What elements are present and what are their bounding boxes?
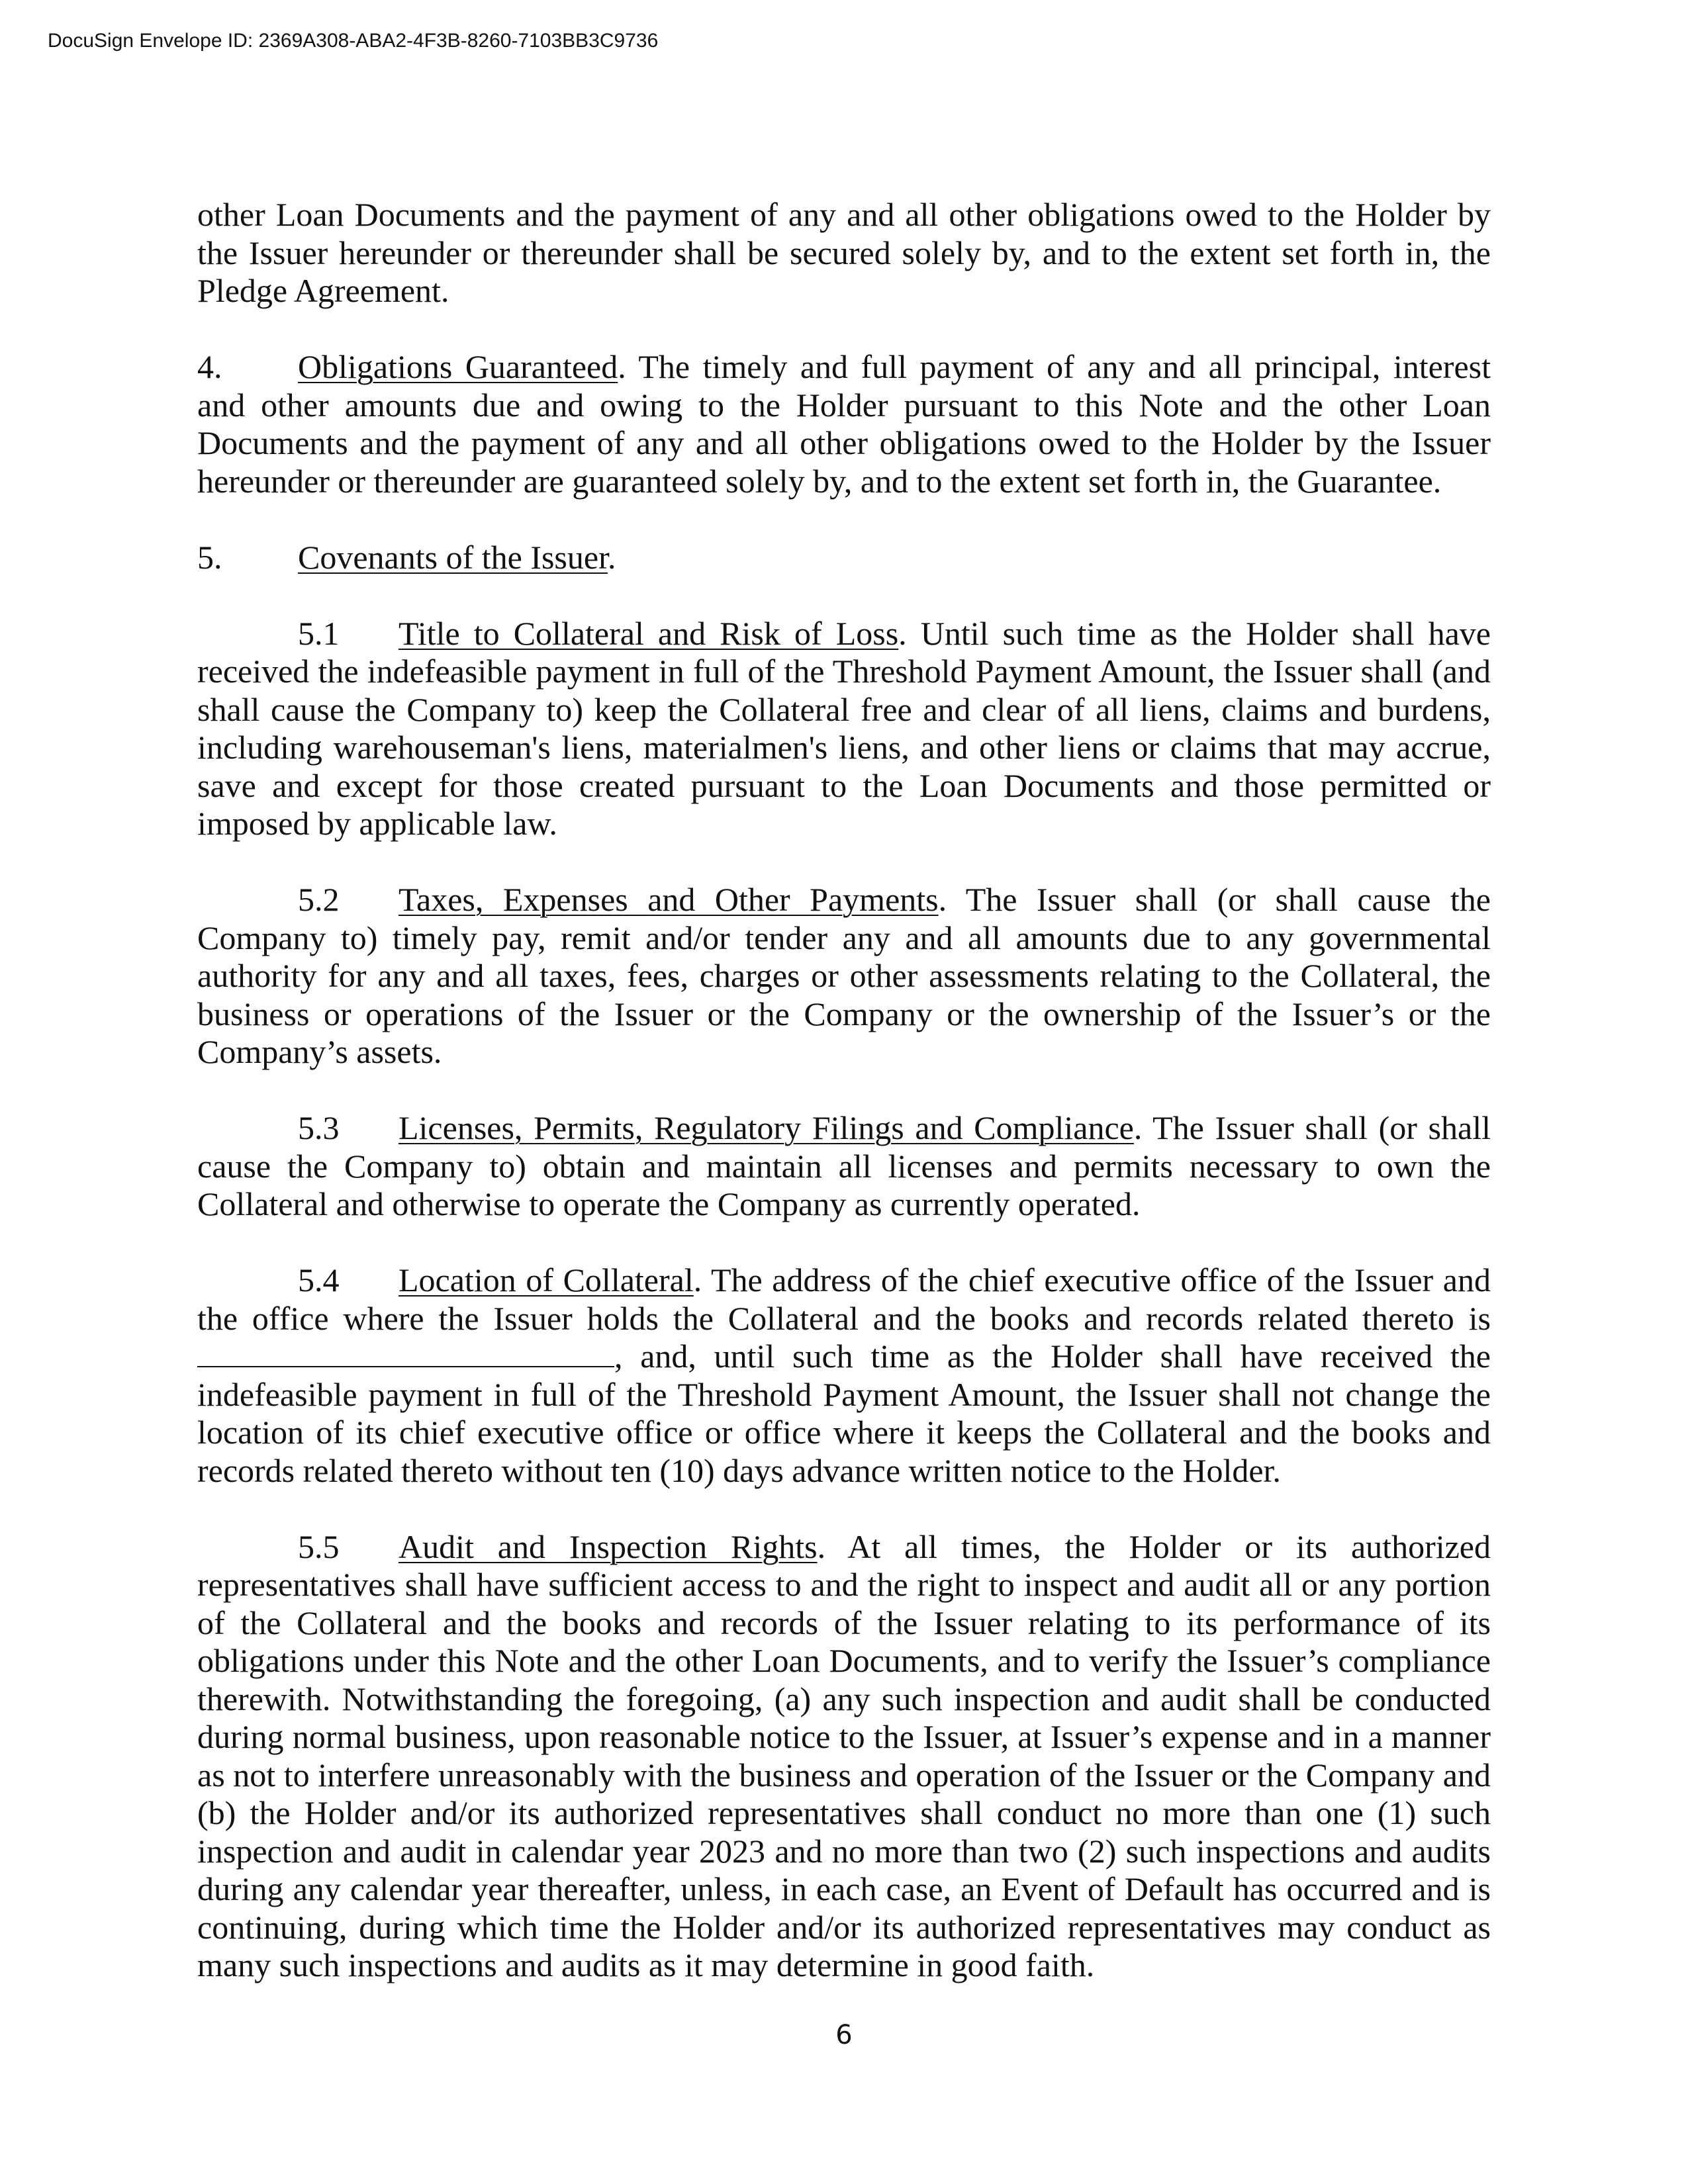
- section-5-5-number: 5.5: [298, 1527, 340, 1565]
- section-5-4-text-before-blank: . The address of the chief executive office of the Issuer and the office where the Issuer holds the Collateral and the books and records related thereto is: [197, 1261, 1491, 1337]
- section-5-heading: Covenants of the Issuer: [298, 538, 608, 576]
- section-5-2-text: . The Issuer shall (or shall cause the Company to) timely pay, remit and/or tender any and all amounts due to any governmental authority for any and all taxes, fees, charges or other assessments relating to the Collateral, the business or operations of the Issuer or the Company or the ownership of the Issuer’s or the Company’s assets.: [197, 881, 1491, 1070]
- section-4-number: 4.: [197, 348, 222, 385]
- document-body: [197, 196, 1491, 1985]
- section-5-5-paragraph: [197, 1528, 1491, 1985]
- section-4-heading: Obligations Guaranteed: [298, 348, 618, 385]
- section-5-2-number: 5.2: [298, 881, 340, 918]
- section-4-paragraph: [197, 348, 1491, 500]
- section-5-3-text: . The Issuer shall (or shall cause the Company to) obtain and maintain all licenses and permits necessary to own the Collateral and otherwise to operate the Company as currently operated.: [197, 1109, 1491, 1222]
- section-5-4-number: 5.4: [298, 1261, 340, 1298]
- address-blank-line: [197, 1340, 614, 1367]
- section-5-paragraph: [197, 539, 1491, 577]
- section-5-5-text: . At all times, the Holder or its authorized representatives shall have sufficient access to and the right to inspect and audit all or any portion of the Collateral and the books and records of the Issuer relating to its performance of its obligations under this Note and the other Loan Documents, and to verify the Issuer’s compliance therewith. Notwithstanding the foregoing, (a) any such inspection and audit shall be conducted during normal business, upon reasonable notice to the Issuer, at Issuer’s expense and in a manner as not to interfere unreasonably with the business and operation of the Issuer or the Company and (b) the Holder and/or its authorized representatives shall conduct no more than one (1) such inspection and audit in calendar year 2023 and no more than two (2) such inspections and audits during any calendar year thereafter, unless, in each case, an Event of Default has occurred and is continuing, during which time the Holder and/or its authorized representatives may conduct as many such inspections and audits as it may determine in good faith.: [197, 1527, 1491, 1983]
- section-5-2-heading: Taxes, Expenses and Other Payments: [399, 881, 939, 918]
- section-5-1-paragraph: [197, 615, 1491, 843]
- section-5-1-number: 5.1: [298, 614, 340, 652]
- section-5-4-paragraph: [197, 1261, 1491, 1490]
- intro-text: other Loan Documents and the payment of any and all other obligations owed to the Holder by the Issuer hereunder or thereunder shall be secured solely by, and to the extent set forth in, the Pledge Agreement.: [197, 196, 1491, 309]
- page-number: 6: [835, 2020, 853, 2050]
- section-5-3-heading: Licenses, Permits, Regulatory Filings and Compliance: [399, 1109, 1134, 1146]
- section-5-2-paragraph: [197, 881, 1491, 1071]
- docusign-envelope-id: DocuSign Envelope ID: 2369A308-ABA2-4F3B-8260-7103BB3C9736: [48, 30, 659, 52]
- intro-paragraph: [197, 196, 1491, 310]
- section-5-number: 5.: [197, 538, 222, 576]
- section-5-4-heading: Location of Collateral: [399, 1261, 694, 1298]
- section-5-4-text-after-blank: , and, until such time as the Holder shall have received the indefeasible payment in full of the Threshold Payment Amount, the Issuer shall not change the location of its chief executive office or office where it keeps the Collateral and the books and records related thereto without ten (10) days advance written notice to the Holder.: [197, 1338, 1491, 1489]
- section-4-text: . The timely and full payment of any and all principal, interest and other amounts due and owing to the Holder pursuant to this Note and the other Loan Documents and the payment of any and all other obligations owed to the Holder by the Issuer hereunder or thereunder are guaranteed solely by, and to the extent set forth in, the Guarantee.: [197, 348, 1491, 500]
- section-5-1-text: . Until such time as the Holder shall have received the indefeasible payment in full of the Threshold Payment Amount, the Issuer shall (and shall cause the Company to) keep the Collateral free and clear of all liens, claims and burdens, including warehouseman's liens, materialmen's liens, and other liens or claims that may accrue, save and except for those created pursuant to the Loan Documents and those permitted or imposed by applicable law.: [197, 614, 1491, 842]
- section-5-1-heading: Title to Collateral and Risk of Loss: [399, 614, 899, 652]
- section-5-text: .: [607, 538, 616, 576]
- section-5-3-paragraph: [197, 1109, 1491, 1224]
- section-5-3-number: 5.3: [298, 1109, 340, 1146]
- section-5-5-heading: Audit and Inspection Rights: [399, 1527, 818, 1565]
